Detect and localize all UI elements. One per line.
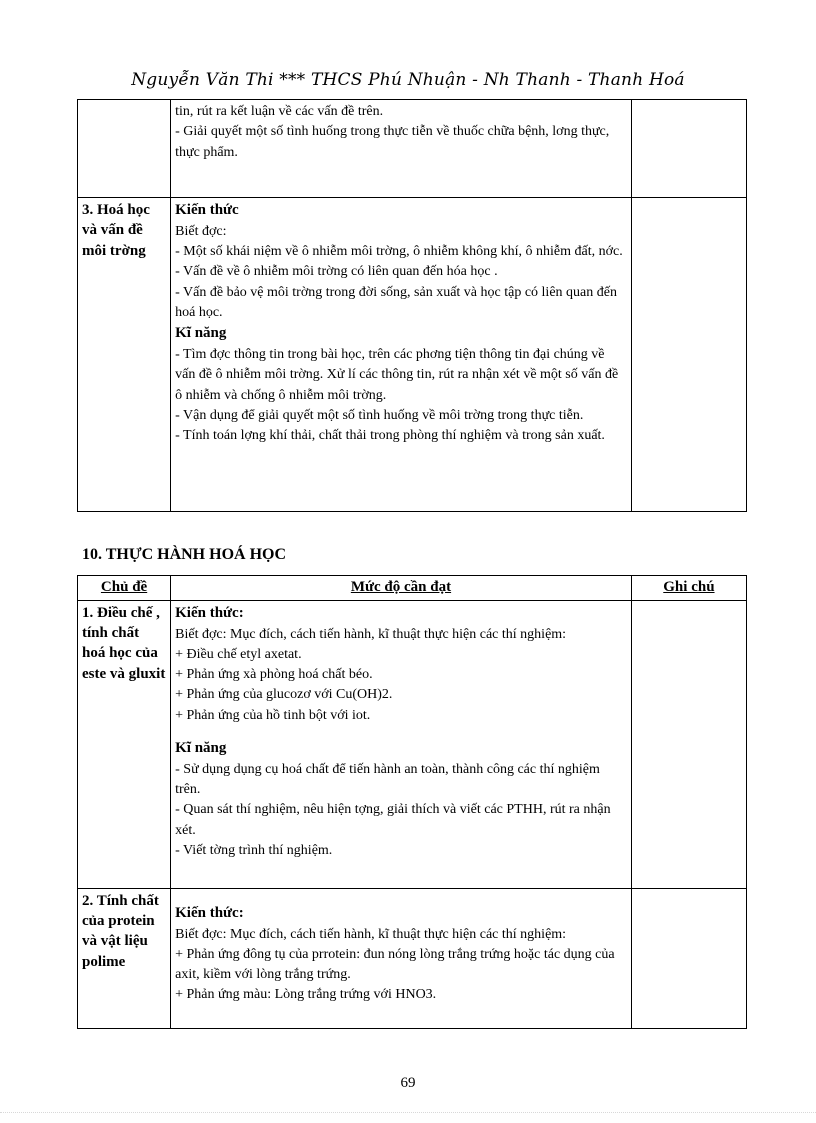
table-row bbox=[78, 888, 747, 1028]
text-line: Biết đợc: bbox=[175, 223, 227, 239]
text-line: + Phản ứng đông tụ của prrotein: đun nóng lòng trắng trứng hoặc tác dụng của axit, kiềm với lòng trắng trứng. bbox=[175, 946, 615, 983]
text-line: - Quan sát thí nghiệm, nêu hiện tợng, giải thích và viết các PTHH, rút ra nhận xét. bbox=[175, 802, 611, 838]
note-cell bbox=[631, 600, 746, 888]
text-line: - Vấn đề về ô nhiễm môi trờng có liên quan đến hóa học . bbox=[175, 264, 498, 280]
header-note: Ghi chú bbox=[631, 576, 746, 601]
knowledge-heading: Kiến thức: bbox=[175, 904, 244, 921]
text-line: + Phản ứng xà phòng hoá chất béo. bbox=[175, 667, 373, 683]
text-line: - Sử dụng dụng cụ hoá chất để tiến hành an toàn, thành công các thí nghiệm trên. bbox=[175, 761, 600, 798]
requirement-cell bbox=[171, 600, 632, 888]
knowledge-heading: Kiến thức bbox=[175, 202, 239, 218]
knowledge-heading: Kiến thức: bbox=[175, 604, 244, 621]
header-topic: Chủ đề bbox=[78, 576, 171, 601]
text-line: - Viết tờng trình thí nghiệm. bbox=[175, 842, 333, 858]
page-number: 69 bbox=[400, 1075, 416, 1091]
text-line: + Điều chế etyl axetat. bbox=[175, 646, 302, 662]
topic-cell bbox=[78, 100, 171, 198]
note-cell bbox=[631, 198, 746, 512]
text-line: - Vận dụng để giải quyết một số tình huống về môi trờng trong thực tiễn. bbox=[175, 407, 584, 423]
skills-heading: Kĩ năng bbox=[175, 325, 227, 342]
table-row bbox=[78, 198, 747, 512]
text-line: - Tìm đợc thông tin trong bài học, trên các phơng tiện thông tin đại chúng về vấn đề ô nhiễm môi trờng. Xử lí các thông tin, rút ra nhận xét về một số vấn đề ô nhiễm và chống ô nhiễm môi trờng. bbox=[175, 346, 619, 403]
text-line: - Giải quyết một số tình huống trong thực tiễn về thuốc chữa bệnh, lơng thực, thực phẩm. bbox=[175, 124, 610, 160]
text-line: + Phản ứng của hồ tinh bột với iot. bbox=[175, 707, 371, 723]
topic-cell: 1. Điều chế , tính chất hoá học của este và gluxit bbox=[78, 600, 171, 888]
requirement-cell bbox=[171, 888, 632, 1028]
topic-cell: 2. Tính chất của protein và vật liệu polime bbox=[78, 888, 171, 1028]
text-line: Biết đợc: Mục đích, cách tiến hành, kĩ thuật thực hiện các thí nghiệm: bbox=[175, 626, 567, 642]
table-row bbox=[78, 100, 747, 198]
header-requirement: Mức độ cần đạt bbox=[171, 576, 632, 601]
table-header-row bbox=[78, 576, 747, 601]
spacer bbox=[175, 726, 627, 738]
text-line: tin, rút ra kết luận về các vấn đề trên. bbox=[175, 104, 384, 119]
note-cell bbox=[631, 100, 746, 198]
topic-cell: 3. Hoá học và vấn đề môi trờng bbox=[78, 198, 171, 512]
text-line: + Phản ứng màu: Lòng trắng trứng với HNO3. bbox=[175, 987, 437, 1003]
text-line: Biết đợc: Mục đích, cách tiến hành, kĩ thuật thực hiện các thí nghiệm: bbox=[175, 926, 567, 942]
text-line: - Một số khái niệm về ô nhiễm môi trờng, ô nhiễm không khí, ô nhiễm đất, nớc. bbox=[175, 244, 623, 260]
practice-table bbox=[77, 575, 747, 1029]
footer-divider bbox=[0, 1112, 816, 1113]
section-title: 10. THỰC HÀNH HOÁ HỌC bbox=[82, 546, 287, 563]
skills-heading: Kĩ năng bbox=[175, 739, 227, 756]
requirement-cell bbox=[171, 100, 632, 198]
page-header: Nguyễn Văn Thi *** THCS Phú Nhuận - Nh Thanh - Thanh Hoá bbox=[131, 70, 685, 90]
text-line: - Tính toán lợng khí thải, chất thải trong phòng thí nghiệm và trong sản xuất. bbox=[175, 428, 605, 444]
text-line: - Vấn đề bảo vệ môi trờng trong đời sống, sản xuất và học tập có liên quan đến hoá học. bbox=[175, 284, 617, 320]
text-line: + Phản ứng của glucozơ với Cu(OH)2. bbox=[175, 687, 393, 703]
spacer bbox=[175, 891, 627, 903]
requirement-cell bbox=[171, 198, 632, 512]
competency-table-continued bbox=[77, 99, 747, 512]
note-cell bbox=[631, 888, 746, 1028]
table-row bbox=[78, 600, 747, 888]
